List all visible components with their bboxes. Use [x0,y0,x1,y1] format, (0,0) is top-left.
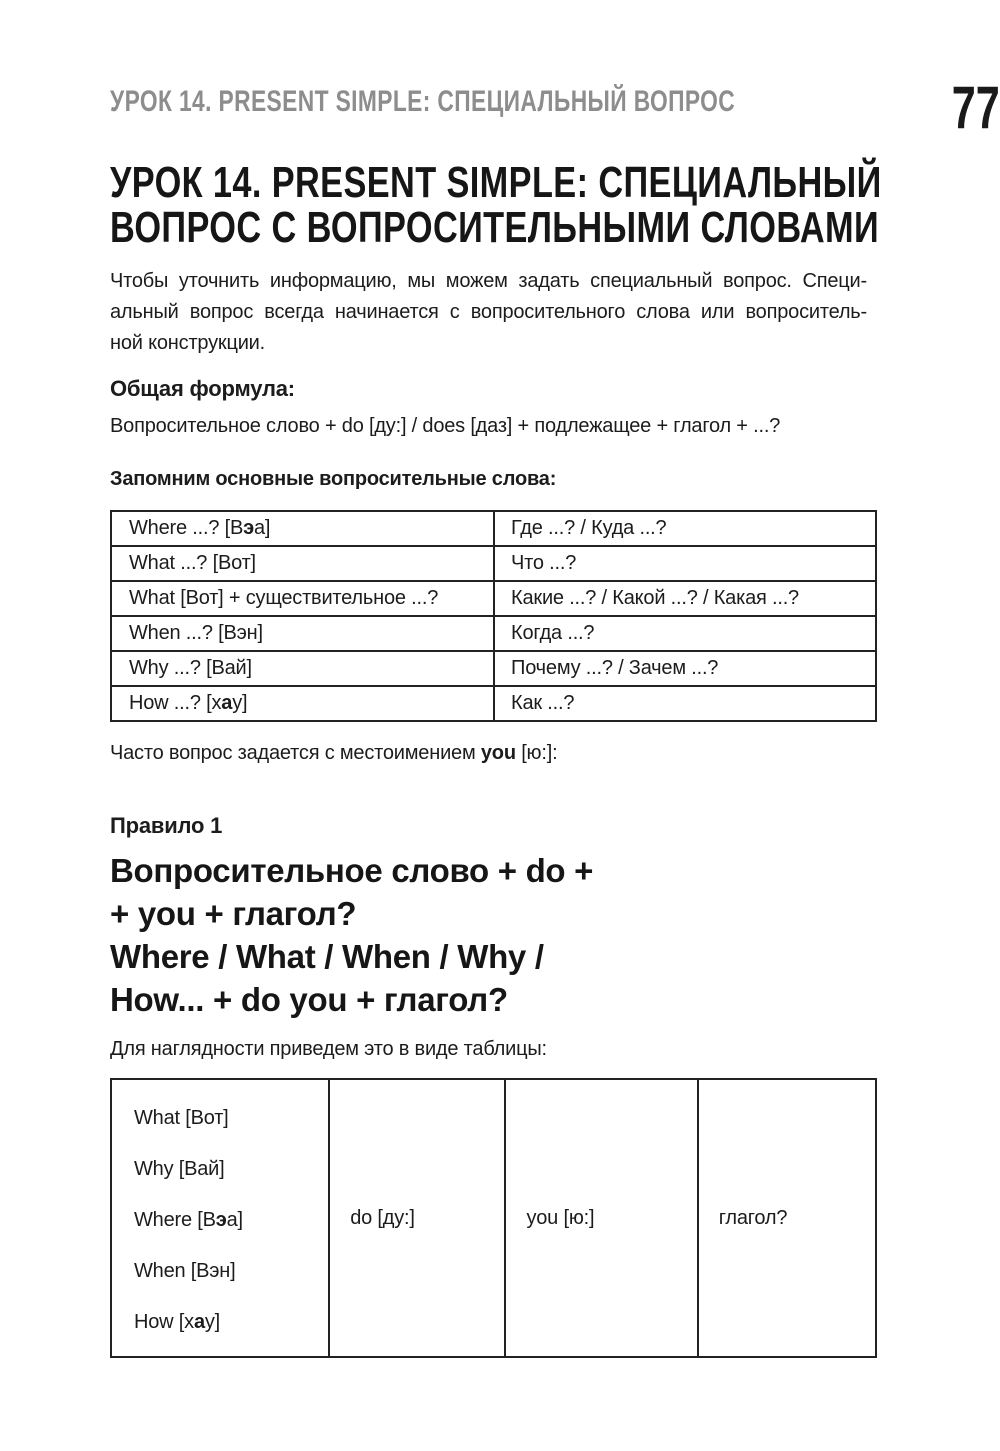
question-word-line: How [хау] [134,1311,221,1333]
formula-table-cell-question-words [112,1080,330,1356]
table-row [112,650,875,685]
intro-line: альный вопрос всегда начинается с вопросительного слова или вопроситель- [110,301,867,323]
table-cell-ru: Где ...? / Куда ...? [511,517,667,539]
table-row [112,615,875,650]
rule-formula-line: Where / What / When / Why / [110,938,544,975]
chapter-title [110,158,882,252]
running-head-title [110,78,933,119]
rule-label: Правило 1 [110,813,223,838]
question-word-line: What [Вот] [134,1107,229,1129]
formula-table-cell-do: do [ду:] [330,1080,506,1356]
table-cell-en: Where ...? [В э а] [112,512,495,545]
running-head-title-text: УРОК 14. PRESENT SIMPLE: СПЕЦИАЛЬНЫЙ ВОПРОС [110,85,736,118]
question-words-table [110,510,877,722]
page-number-text: 77 [951,74,1000,141]
table-cell-en: What ...? [Вот] [112,547,495,580]
table-cell-ru: Когда ...? [511,622,595,644]
page-number [933,74,1000,141]
formula-table-cell-you: you [ю:] [506,1080,698,1356]
table-cell-en: What [Вот] + существительное ...? [112,582,495,615]
running-head [110,74,1000,141]
table-cell-ru: Как ...? [511,692,575,714]
general-formula-text: Вопросительное слово + do [ду:] / does [даз] + подлежащее + глагол + ...? [110,415,781,437]
table-cell-ru: Какие ...? / Какой ...? / Какая ...? [511,587,799,609]
table-cell-en: How ...? [х а у] [112,687,495,720]
table-row [112,545,875,580]
question-word-line: Why [Вай] [134,1158,225,1180]
formula-table-intro: Для наглядности приведем это в виде таблицы: [110,1038,547,1060]
chapter-title-line2: ВОПРОС С ВОПРОСИТЕЛЬНЫМИ СЛОВАМИ [110,203,880,252]
table-row [112,580,875,615]
intro-line: Чтобы уточнить информацию, мы можем задать специальный вопрос. Специ- [110,270,867,292]
table-cell-ru: Что ...? [511,552,577,574]
table-cell-en: Why ...? [Вай] [112,652,495,685]
rule-formula-line: Вопросительное слово + do + [110,852,594,889]
question-word-line: When [Вэн] [134,1260,236,1282]
intro-line: ной конструкции. [110,332,266,354]
intro-paragraph [110,266,867,359]
question-word-line: Where [Вэа] [134,1209,243,1231]
formula-table [110,1078,877,1358]
memorize-heading: Запомним основные вопросительные слова: [110,468,557,490]
table-row [112,685,875,720]
you-note: Часто вопрос задается с местоимением you [ю:]: [110,742,558,764]
formula-table-cell-verb: глагол? [718,1206,788,1229]
general-formula-heading: Общая формула: [110,376,295,401]
rule-formula [110,849,878,1021]
table-cell-ru: Почему ...? / Зачем ...? [511,657,719,679]
rule-formula-line: + you + глагол? [110,895,357,932]
chapter-title-line1: УРОК 14. PRESENT SIMPLE: СПЕЦИАЛЬНЫЙ [110,158,882,207]
table-cell-en: When ...? [Вэн] [112,617,495,650]
rule-formula-line: How... + do you + глагол? [110,981,508,1018]
table-row [112,512,875,545]
